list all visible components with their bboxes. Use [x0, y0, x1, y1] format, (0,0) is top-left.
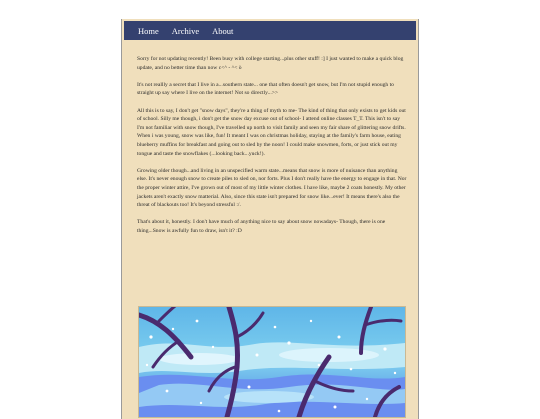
post-paragraph: All this is to say, I don't get "snow days", they're a thing of myth to me- The kind of thing that only exists to get kids out of school. Silly me though, i don't get the snow day excuse out of school- I attend online classes T_T. This isn't to say I'm not familiar with snow though, I've travelled up north to visit family and seen my fair share of glittering snow drifts. When i was young, snow was like, fun! It meant I was on christmas holiday, staying at the family's farm house, eating blueberry muffins for breakfast and going out to sled by the noon! I could make snowmen, forts, or just stick out my tongue and taste the snowflakes (...looking back...yuck!). — [137, 107, 406, 157]
top-nav — [124, 21, 416, 40]
nav-about-link[interactable]: About — [212, 25, 234, 36]
blog-page — [121, 19, 419, 419]
post-body — [137, 55, 407, 244]
post-paragraph: That's about it, honestly. I don't have much of anything nice to say about snow nowadays- Though, there is one thing...Snow is awfully fun to draw, isn't it? :D — [137, 219, 386, 234]
post-paragraph: Sorry for not updating recently! Been busy with college starting...plus other stuff! :] I just wanted to make a quick blog update, and no better time than now c<^ - ^< ò — [137, 56, 404, 71]
post-paragraph: Growing older though...and living in an unspecified warm state...means that snow is more of nuisance than anything else. It's never enough snow to create piles to sled on, nor forts. Plus I don't really have the energy to engage in that. Nor the proper winter attire, I've grown out of most of my little winter clothes. I have like, maybe 2 coats honestly. My other jackets aren't exactly snow matterial. Also, since this state isn't prepared for snow like...ever! It means there's also the threat of blackouts too! It's beyond stressful :/. — [137, 167, 407, 209]
post-paragraph: It's not reallly a secret that I live in a...southern state... one that often doesn't get snow, but I'm not stupid enough to straight up say where I live on the internet! Not so directly...>> — [137, 81, 394, 97]
nav-home-link[interactable]: Home — [138, 25, 159, 36]
nav-archive-link[interactable]: Archive — [171, 25, 200, 36]
snow-drawing-image — [138, 306, 406, 418]
